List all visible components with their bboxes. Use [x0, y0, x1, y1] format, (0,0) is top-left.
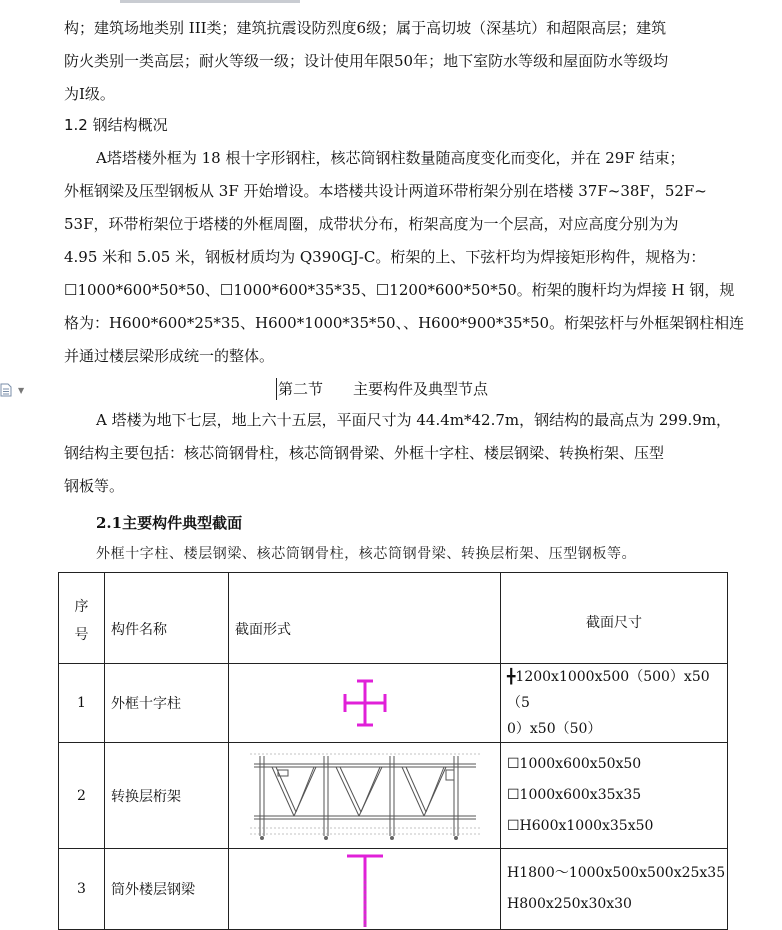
- table-row: [59, 664, 728, 743]
- row-name: 外框十字柱: [105, 664, 229, 743]
- row-name: 转换层桁架: [105, 743, 229, 849]
- text-line: 格为：H600*600*25*35、H600*1000*35*50、、H600*900*35*50。桁架弦杆与外框架钢柱相连: [64, 314, 745, 332]
- row-name: 筒外楼层钢梁: [105, 849, 229, 930]
- text-line: ☐1000*600*50*50、☐1000*600*35*35、☐1200*600*50*50。桁架的腹杆均为焊接 H 钢，规: [64, 281, 735, 299]
- size-line: ☐1000x600x35x35: [507, 787, 642, 803]
- row-no: 3: [59, 849, 105, 930]
- size-line: ☐1000x600x50x50: [507, 756, 642, 772]
- text-line: 53F，环带桁架位于塔楼的外框周圈，成带状分布，桁架高度为一个层高，对应高度分别为为: [64, 215, 679, 233]
- text-line: 防火类别一类高层；耐火等级一级；设计使用年限50年；地下室防水等级和屋面防水等级均: [64, 52, 669, 70]
- text-line: A塔塔楼外框为 18 根十字形钢柱，核芯筒钢柱数量随高度变化而变化，并在 29F 结束；: [96, 149, 685, 167]
- row-size: [501, 664, 728, 743]
- header-shape: 截面形式: [229, 573, 501, 664]
- h-beam-icon: [335, 851, 395, 927]
- chevron-down-icon[interactable]: ▼: [18, 386, 25, 395]
- row-size: [501, 743, 728, 849]
- text-line: 为Ⅰ级。: [64, 85, 115, 103]
- cross-column-section: [229, 664, 501, 743]
- text-line: 外框钢梁及压型钢板从 3F 开始增设。本塔楼共设计两道环带桁架分别在塔楼 37F~38F，52F~: [64, 182, 707, 200]
- header-name: 构件名称: [105, 573, 229, 664]
- table-row: [59, 849, 728, 930]
- truss-section: [229, 743, 501, 849]
- cross-section-icon: [340, 678, 390, 728]
- header-size: 截面尺寸: [501, 573, 728, 664]
- section-spec-table: [58, 572, 728, 930]
- paragraph-steel-overview: [64, 142, 745, 373]
- row-no: 2: [59, 743, 105, 849]
- text-line: A 塔楼为地下七层，地上六十五层，平面尺寸为 44.4m*42.7m，钢结构的最高点为 299.9m，: [96, 411, 732, 429]
- text-line: 构；建筑场地类别 III类；建筑抗震设防烈度6级；属于高切坡（深基坑）和超限高层；建筑: [64, 19, 667, 37]
- document-outline-icon[interactable]: [0, 383, 12, 397]
- header-no-line1: 序: [74, 599, 89, 615]
- text-cursor: [276, 378, 277, 400]
- paragraph-building-classification: [64, 12, 716, 111]
- row-size: [501, 849, 728, 930]
- header-no-line2: 号: [74, 627, 89, 643]
- header-no: [59, 573, 105, 664]
- section-number: 第二节: [278, 380, 324, 398]
- text-line: 钢结构主要包括：核芯筒钢骨柱，核芯筒钢骨梁、外框十字柱、楼层钢梁、转换桁架、压型: [64, 444, 665, 462]
- truss-elevation-drawing: [250, 750, 480, 842]
- paragraph-tower-summary: [64, 404, 732, 503]
- text-line: 钢板等。: [64, 477, 125, 495]
- table-header-row: [59, 573, 728, 664]
- text-line: 并通过楼层梁形成统一的整体。: [64, 347, 275, 365]
- table-row: [59, 743, 728, 849]
- h-beam-section: [229, 849, 501, 930]
- section-title-text: 主要构件及典型节点: [353, 380, 489, 398]
- size-line: H1800～1000x500x500x25x35: [507, 865, 726, 881]
- row-no: 1: [59, 664, 105, 743]
- toolbar-remnant: [120, 0, 300, 3]
- text-line: 4.95 米和 5.05 米，钢板材质均为 Q390GJ-C。桁架的上、下弦杆均为焊接矩形构件，规格为：: [64, 248, 706, 266]
- size-line: 0）x50（50）: [507, 721, 602, 737]
- subheading-typical-sections: 2.1主要构件典型截面: [96, 514, 243, 532]
- heading-steel-overview: 1.2 钢结构概况: [64, 116, 168, 134]
- intro-component-list: 外框十字柱、楼层钢梁、核芯筒钢骨柱，核芯筒钢骨梁、转换层桁架、压型钢板等。: [96, 546, 637, 562]
- size-line: ╋1200x1000x500（500）x50（5: [507, 669, 710, 711]
- size-line: H800x250x30x30: [507, 896, 632, 912]
- section-heading: [278, 378, 488, 399]
- size-line: ☐H600x1000x35x50: [507, 818, 654, 834]
